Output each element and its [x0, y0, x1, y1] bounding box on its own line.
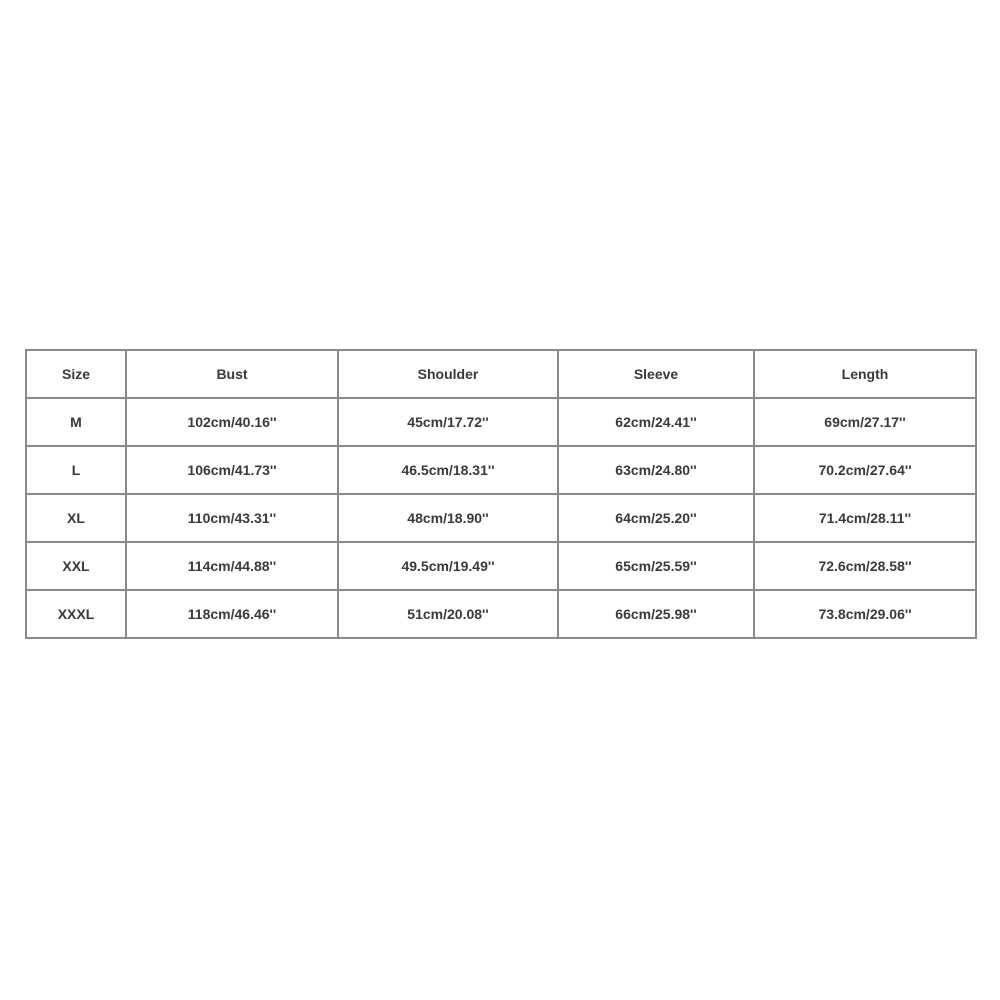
bust-cell: 118cm/46.46''	[126, 590, 338, 638]
bust-cell: 106cm/41.73''	[126, 446, 338, 494]
shoulder-cell: 46.5cm/18.31''	[338, 446, 558, 494]
size-cell: XXXL	[26, 590, 126, 638]
length-cell: 73.8cm/29.06''	[754, 590, 976, 638]
sleeve-cell: 62cm/24.41''	[558, 398, 754, 446]
table-row	[26, 542, 976, 590]
length-cell: 71.4cm/28.11''	[754, 494, 976, 542]
shoulder-cell: 49.5cm/19.49''	[338, 542, 558, 590]
size-cell: XL	[26, 494, 126, 542]
header-shoulder: Shoulder	[338, 350, 558, 398]
header-bust: Bust	[126, 350, 338, 398]
shoulder-cell: 51cm/20.08''	[338, 590, 558, 638]
size-cell: L	[26, 446, 126, 494]
table-row	[26, 494, 976, 542]
size-cell: M	[26, 398, 126, 446]
sleeve-cell: 65cm/25.59''	[558, 542, 754, 590]
length-cell: 70.2cm/27.64''	[754, 446, 976, 494]
sleeve-cell: 63cm/24.80''	[558, 446, 754, 494]
table-header-row	[26, 350, 976, 398]
bust-cell: 102cm/40.16''	[126, 398, 338, 446]
table-row	[26, 446, 976, 494]
length-cell: 72.6cm/28.58''	[754, 542, 976, 590]
header-length: Length	[754, 350, 976, 398]
header-size: Size	[26, 350, 126, 398]
shoulder-cell: 48cm/18.90''	[338, 494, 558, 542]
shoulder-cell: 45cm/17.72''	[338, 398, 558, 446]
table-row	[26, 398, 976, 446]
sleeve-cell: 64cm/25.20''	[558, 494, 754, 542]
header-sleeve: Sleeve	[558, 350, 754, 398]
bust-cell: 114cm/44.88''	[126, 542, 338, 590]
length-cell: 69cm/27.17''	[754, 398, 976, 446]
bust-cell: 110cm/43.31''	[126, 494, 338, 542]
table-row	[26, 590, 976, 638]
sleeve-cell: 66cm/25.98''	[558, 590, 754, 638]
size-cell: XXL	[26, 542, 126, 590]
size-chart-table	[25, 349, 977, 639]
